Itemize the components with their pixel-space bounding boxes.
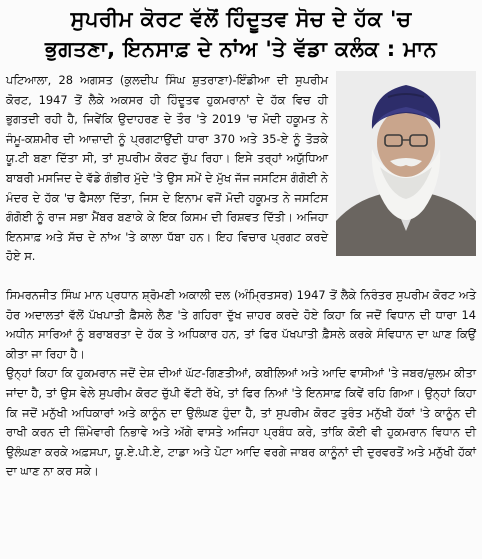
article-headline — [8, 4, 474, 64]
intro-paragraph: ਪਟਿਆਲਾ, 28 ਅਗਸਤ (ਕੁਲਦੀਪ ਸਿੰਘ ਸ਼ੁਤਰਾਣਾ)-ਇੰਡੀਆ ਦੀ ਸੁਪਰੀਮ ਕੋਰਟ, 1947 ਤੋਂ ਲੈਕੇ ਅਕਸਰ ਹੀ ਹਿੰਦੂਤਵ ਹੁਕਮਰਾਨਾਂ ਦੇ ਹੱਕ ਵਿਚ ਹੀ ਭੁਗਤਦੀ ਰਹੀ ਹੈ, ਜਿਵੇਂਕਿ ਉਦਾਹਰਣ ਦੇ ਤੌਰ 'ਤੇ 2019 'ਚ ਮੋਦੀ ਹਕੂਮਤ ਨੇ ਜੰਮੂ-ਕਸ਼ਮੀਰ ਦੀ ਆਜ਼ਾਦੀ ਨੂੰ ਪ੍ਰਗਟਾਉਂਦੀ ਧਾਰਾ 370 ਅਤੇ 35-ਏ ਨੂੰ ਤੋੜਕੇ ਯੂ.ਟੀ ਬਣਾ ਦਿੱਤਾ ਸੀ, ਤਾਂ ਸੁਪਰੀਮ ਕੋਰਟ ਚੁੱਪ ਰਿਹਾ। ਇਸੇ ਤਰ੍ਹਾਂ ਅਯੁੱਧਿਆ ਬਾਬਰੀ ਮਸਜਿਦ ਦੇ ਵੱਡੇ ਗੰਭੀਰ ਮੁੱਦੇ 'ਤੇ ਉਸ ਸਮੇਂ ਦੇ ਮੁੱਖ ਜੱਜ ਜਸਟਿਸ ਗੰਗੋਈ ਨੇ ਮੰਦਰ ਦੇ ਹੱਕ 'ਚ ਫੈਸਲਾ ਦਿੱਤਾ, ਜਿਸ ਦੇ ਇਨਾਮ ਵਜੋਂ ਮੋਦੀ ਹਕੂਮਤ ਨੇ ਜਸਟਿਸ ਗੰਗੋਈ ਨੂੰ ਰਾਜ ਸਭਾ ਮੈਂਬਰ ਬਣਾਕੇ ਕੇ ਇਕ ਕਿਸਮ ਦੀ ਰਿਸ਼ਵਤ ਦਿੱਤੀ। ਅਜਿਹਾ ਇਨਸਾਫ਼ ਅਤੇ ਸੱਚ ਦੇ ਨਾਂਅ 'ਤੇ ਕਾਲਾ ਧੱਬਾ ਹਨ। ਇਹ ਵਿਚਾਰ ਪ੍ਰਗਟ ਕਰਦੇ ਹੋਏ ਸ. — [6, 73, 328, 264]
portrait-photo — [336, 71, 476, 256]
portrait-illustration — [336, 71, 476, 256]
headline-line-1: ਸੁਪਰੀਮ ਕੋਰਟ ਵੱਲੋਂ ਹਿੰਦੂਤਵ ਸੋਚ ਦੇ ਹੱਕ 'ਚ — [70, 7, 412, 31]
body-paragraph-2: ਉਨ੍ਹਾਂ ਕਿਹਾ ਕਿ ਹੁਕਮਰਾਨ ਜਦੋਂ ਦੇਸ਼ ਦੀਆਂ ਘੱਟ-ਗਿਣਤੀਆਂ, ਕਬੀਲਿਆਂ ਅਤੇ ਆਦਿ ਵਾਸੀਆਂ 'ਤੇ ਜਬਰ/ਜ਼ੁਲਮ ਕੀਤਾ ਜਾਂਦਾ ਹੈ, ਤਾਂ ਉਸ ਵੇਲੇ ਸੁਪਰੀਮ ਕੋਰਟ ਚੁੱਪੀ ਵੱਟੀ ਰੱਖੇ, ਤਾਂ ਫਿਰ ਨਿਆਂ 'ਤੇ ਇਨਸਾਫ਼ ਕਿਵੇਂ ਰਹਿ ਗਿਆ। ਉਨ੍ਹਾਂ ਕਿਹਾ ਕਿ ਜਦੋਂ ਮਨੁੱਖੀ ਅਧਿਕਾਰਾਂ ਅਤੇ ਕਾਨੂੰਨ ਦਾ ਉਲੰਘਣ ਹੁੰਦਾ ਹੈ, ਤਾਂ ਸੁਪਰੀਮ ਕੋਰਟ ਤੁਰੰਤ ਮਨੁੱਖੀ ਹੱਕਾਂ 'ਤੇ ਕਾਨੂੰਨ ਦੀ ਰਾਖੀ ਕਰਨ ਦੀ ਜ਼ਿੰਮੇਵਾਰੀ ਨਿਭਾਵੇ ਅਤੇ ਅੱਗੇ ਵਾਸਤੇ ਅਜਿਹਾ ਪ੍ਰਬੰਧ ਕਰੇ, ਤਾਂਕਿ ਕੋਈ ਵੀ ਹੁਕਮਰਾਨ ਵਿਧਾਨ ਦੀ ਉਲੰਘਣਾ ਕਰਕੇ ਅਫ਼ਸਪਾ, ਯੂ.ਏ.ਪੀ.ਏ, ਟਾਡਾ ਅਤੇ ਪੋਟਾ ਆਦਿ ਵਰਗੇ ਜਾਬਰ ਕਾਨੂੰਨਾਂ ਦੀ ਦੁਰਵਰਤੋਂ ਅਤੇ ਮਨੁੱਖੀ ਹੱਕਾਂ ਦਾ ਘਾਣ ਨਾ ਕਰ ਸਕੇ। — [6, 366, 476, 479]
headline-line-2: ਭੁਗਤਣਾ, ਇਨਸਾਫ਼ ਦੇ ਨਾਂਅ 'ਤੇ ਵੱਡਾ ਕਲੰਕ : ਮਾਨ — [44, 37, 438, 61]
article-body — [6, 286, 476, 482]
body-paragraph-1: ਸਿਮਰਨਜੀਤ ਸਿੰਘ ਮਾਨ ਪ੍ਰਧਾਨ ਸ਼੍ਰੋਮਣੀ ਅਕਾਲੀ ਦਲ (ਅੰਮ੍ਰਿਤਸਰ) 1947 ਤੋਂ ਲੈਕੇ ਨਿਰੰਤਰ ਸੁਪਰੀਮ ਕੋਰਟ ਅਤੇ ਹੋਰ ਅਦਾਲਤਾਂ ਵੱਲੋਂ ਪੱਖਪਾਤੀ ਫ਼ੈਸਲੇ ਲੈਣ 'ਤੇ ਗਹਿਰਾ ਦੁੱਖ ਜ਼ਾਹਰ ਕਰਦੇ ਹੋਏ ਕਿਹਾ ਕਿ ਜਦੋਂ ਵਿਧਾਨ ਦੀ ਧਾਰਾ 14 ਅਧੀਨ ਸਾਰਿਆਂ ਨੂੰ ਬਰਾਬਰਤਾ ਦੇ ਹੱਕ ਤੇ ਅਧਿਕਾਰ ਹਨ, ਤਾਂ ਫਿਰ ਪੱਖਪਾਤੀ ਫ਼ੈਸਲੇ ਕਰਕੇ ਸੰਵਿਧਾਨ ਦਾ ਘਾਣ ਕਿਉਂ ਕੀਤਾ ਜਾ ਰਿਹਾ ਹੈ। — [6, 288, 476, 361]
